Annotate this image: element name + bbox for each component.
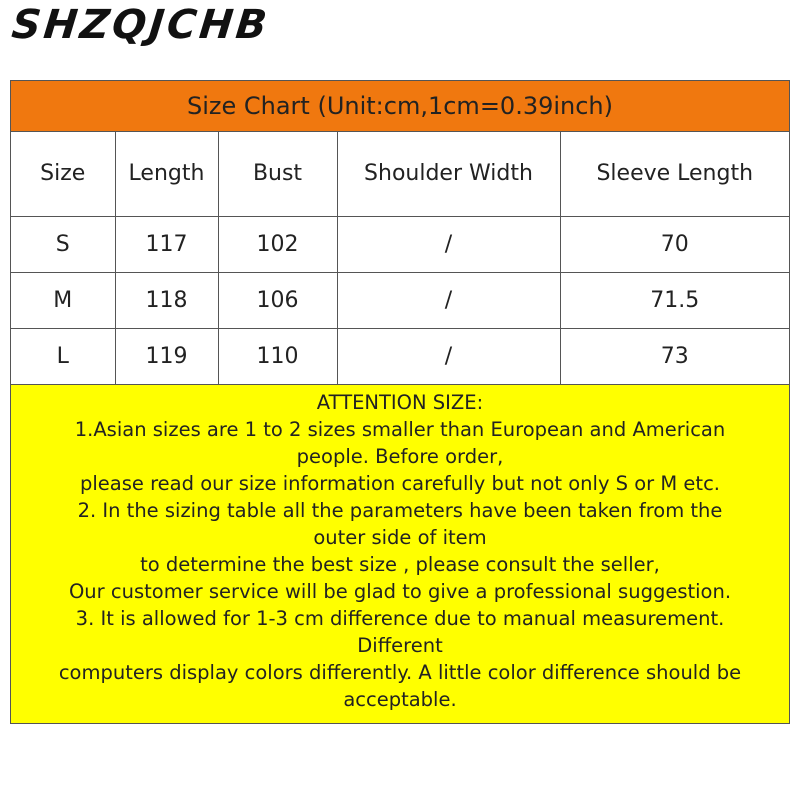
attention-line: please read our size information carefully but not only S or M etc. — [80, 472, 720, 495]
attention-line: computers display colors differently. A little color difference should be — [58, 661, 742, 684]
cell-sleeve-length: 70 — [560, 216, 789, 272]
table-row — [11, 272, 789, 328]
table-header-row — [11, 132, 789, 216]
brand-logo: SHZQJCHB — [9, 2, 272, 48]
size-table — [11, 132, 789, 384]
cell-size: S — [11, 216, 115, 272]
cell-length: 119 — [115, 328, 218, 384]
column-header-size: Size — [11, 132, 115, 216]
attention-line: 3. It is allowed for 1-3 cm difference due to manual measurement. — [75, 607, 725, 630]
attention-line: to determine the best size , please consult the seller, — [140, 553, 660, 576]
cell-shoulder-width: / — [337, 216, 560, 272]
cell-size: L — [11, 328, 115, 384]
size-chart-title: Size Chart (Unit:cm,1cm=0.39inch) — [11, 81, 789, 132]
attention-line: people. Before order, — [296, 445, 504, 468]
cell-bust: 106 — [218, 272, 337, 328]
column-header-bust: Bust — [218, 132, 337, 216]
cell-bust: 110 — [218, 328, 337, 384]
attention-line: outer side of item — [313, 526, 487, 549]
attention-notes — [11, 384, 789, 723]
cell-length: 118 — [115, 272, 218, 328]
table-row — [11, 328, 789, 384]
cell-sleeve-length: 71.5 — [560, 272, 789, 328]
attention-line: 1.Asian sizes are 1 to 2 sizes smaller than European and American — [74, 418, 726, 441]
cell-length: 117 — [115, 216, 218, 272]
column-header-length: Length — [115, 132, 218, 216]
cell-sleeve-length: 73 — [560, 328, 789, 384]
cell-shoulder-width: / — [337, 272, 560, 328]
cell-shoulder-width: / — [337, 328, 560, 384]
attention-heading: ATTENTION SIZE: — [316, 391, 484, 414]
table-row — [11, 216, 789, 272]
cell-size: M — [11, 272, 115, 328]
attention-line: acceptable. — [343, 688, 457, 711]
cell-bust: 102 — [218, 216, 337, 272]
attention-line: Our customer service will be glad to give a professional suggestion. — [68, 580, 732, 603]
column-header-sleeve-length: Sleeve Length — [560, 132, 789, 216]
size-chart — [10, 80, 790, 724]
attention-line: Different — [357, 634, 443, 657]
column-header-shoulder-width: Shoulder Width — [337, 132, 560, 216]
attention-line: 2. In the sizing table all the parameters have been taken from the — [77, 499, 723, 522]
